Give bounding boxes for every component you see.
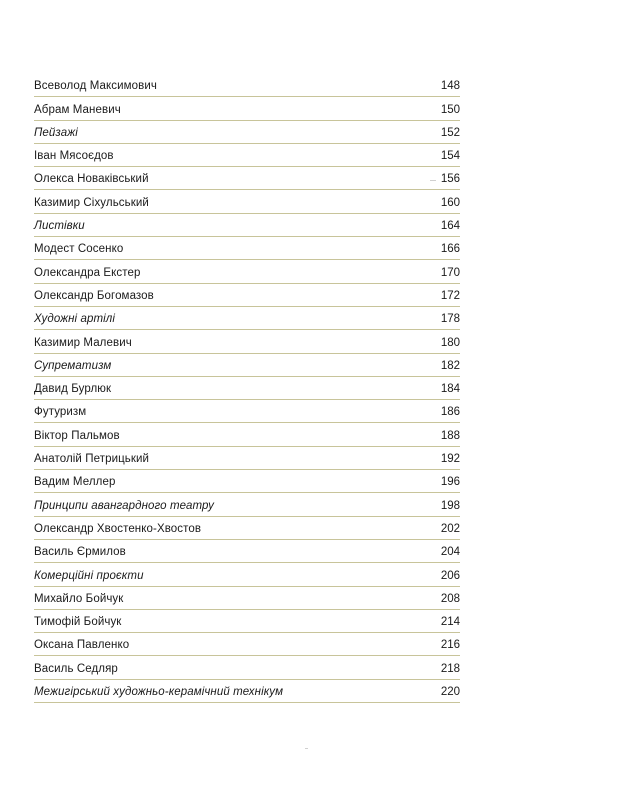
- toc-entry: [34, 470, 460, 493]
- toc-entry-title: Василь Єрмилов: [34, 546, 126, 559]
- toc-entry: [34, 540, 460, 563]
- toc-entry-page: 188: [440, 429, 460, 442]
- toc-entry-title: Листівки: [34, 220, 85, 233]
- toc-entry-page: 166: [440, 243, 460, 256]
- toc-entry-title: Оксана Павленко: [34, 639, 130, 652]
- toc-entry-title: Вадим Меллер: [34, 476, 116, 489]
- toc-entry: [34, 517, 460, 540]
- toc-entry-title: Модест Сосенко: [34, 243, 124, 256]
- toc-entry-page: 208: [440, 592, 460, 605]
- scan-speck: [305, 748, 308, 749]
- toc-entry: [34, 260, 460, 283]
- toc-entry-page: 150: [440, 103, 460, 116]
- toc-entry: [34, 610, 460, 633]
- toc-entry-title: Тимофій Бойчук: [34, 616, 122, 629]
- toc-entry-page: 196: [440, 476, 460, 489]
- toc-entry: [34, 144, 460, 167]
- toc-entry: [34, 237, 460, 260]
- toc-entry-title: Всеволод Максимович: [34, 80, 157, 93]
- toc-entry: [34, 307, 460, 330]
- toc-entry: [34, 377, 460, 400]
- toc-entry: [34, 97, 460, 120]
- toc-entry: [34, 214, 460, 237]
- toc-entry-title: Анатолій Петрицький: [34, 453, 150, 466]
- toc-entry: [34, 354, 460, 377]
- toc-entry-title: Принципи авангардного театру: [34, 499, 215, 512]
- toc-entry: [34, 563, 460, 586]
- toc-entry-title: Михайло Бойчук: [34, 592, 124, 605]
- toc-entry-title: Пейзажі: [34, 126, 78, 139]
- toc-entry-page: 152: [440, 126, 460, 139]
- toc-entry-title: Олександр Богомазов: [34, 289, 154, 302]
- toc-entry-title: Олександра Екстер: [34, 266, 141, 279]
- toc-entry: [34, 633, 460, 656]
- toc-entry-page: 218: [440, 662, 460, 675]
- toc-entry-title: Віктор Пальмов: [34, 429, 120, 442]
- toc-entry-page: 204: [440, 546, 460, 559]
- toc-entry: [34, 121, 460, 144]
- toc-entry-page: 148: [440, 80, 460, 93]
- toc-entry: [34, 493, 460, 516]
- toc-entry-page: 216: [440, 639, 460, 652]
- toc-entry-page: 192: [440, 453, 460, 466]
- toc-entry-page: 182: [440, 359, 460, 372]
- toc-entry: [34, 423, 460, 446]
- toc-entry: [34, 680, 460, 703]
- toc-entry-title: Межигірський художньо-керамічний технікум: [34, 686, 284, 699]
- toc-entry-page: 214: [440, 616, 460, 629]
- toc-entry-page: 220: [440, 686, 460, 699]
- toc-entry-title: Футуризм: [34, 406, 87, 419]
- toc-entry: [34, 656, 460, 679]
- toc-entry-page: 178: [440, 313, 460, 326]
- toc-entry-title: Казимир Сіхульський: [34, 196, 149, 209]
- toc-entry-title: Комерційні проєкти: [34, 569, 144, 582]
- toc-entry-page: 206: [440, 569, 460, 582]
- toc-entry-page: 164: [440, 220, 460, 233]
- toc-entry-page: 184: [440, 383, 460, 396]
- toc-entry: [34, 74, 460, 97]
- toc-entry-title: Олександр Хвостенко-Хвостов: [34, 522, 202, 535]
- toc-entry-page: 186: [440, 406, 460, 419]
- toc-entry-title: Художні артілі: [34, 313, 116, 326]
- toc-entry-title: Іван Мясоєдов: [34, 150, 114, 163]
- toc-entry-page: 202: [440, 522, 460, 535]
- toc-entry: [34, 284, 460, 307]
- toc-entry-page: 154: [440, 150, 460, 163]
- toc-entry: [34, 447, 460, 470]
- toc-entry: [34, 400, 460, 423]
- toc-entry: [34, 190, 460, 213]
- toc-entry-title: Василь Седляр: [34, 662, 118, 675]
- toc-entry-page: 160: [440, 196, 460, 209]
- toc-entry-title: Казимир Малевич: [34, 336, 132, 349]
- toc-entry-title: Олекса Новаківський: [34, 173, 149, 186]
- toc-entry-page: 156: [440, 173, 460, 186]
- toc-entry: [34, 587, 460, 610]
- toc-entry-page: 180: [440, 336, 460, 349]
- toc-entry-page: 170: [440, 266, 460, 279]
- toc-entry-title: Супрематизм: [34, 359, 112, 372]
- toc-entry: [34, 167, 460, 190]
- toc-entry-page: 172: [440, 289, 460, 302]
- toc-entry-page: 198: [440, 499, 460, 512]
- toc-entry: [34, 330, 460, 353]
- table-of-contents: [34, 74, 460, 703]
- toc-entry-title: Давид Бурлюк: [34, 383, 112, 396]
- scan-speck: [430, 180, 436, 181]
- toc-entry-title: Абрам Маневич: [34, 103, 121, 116]
